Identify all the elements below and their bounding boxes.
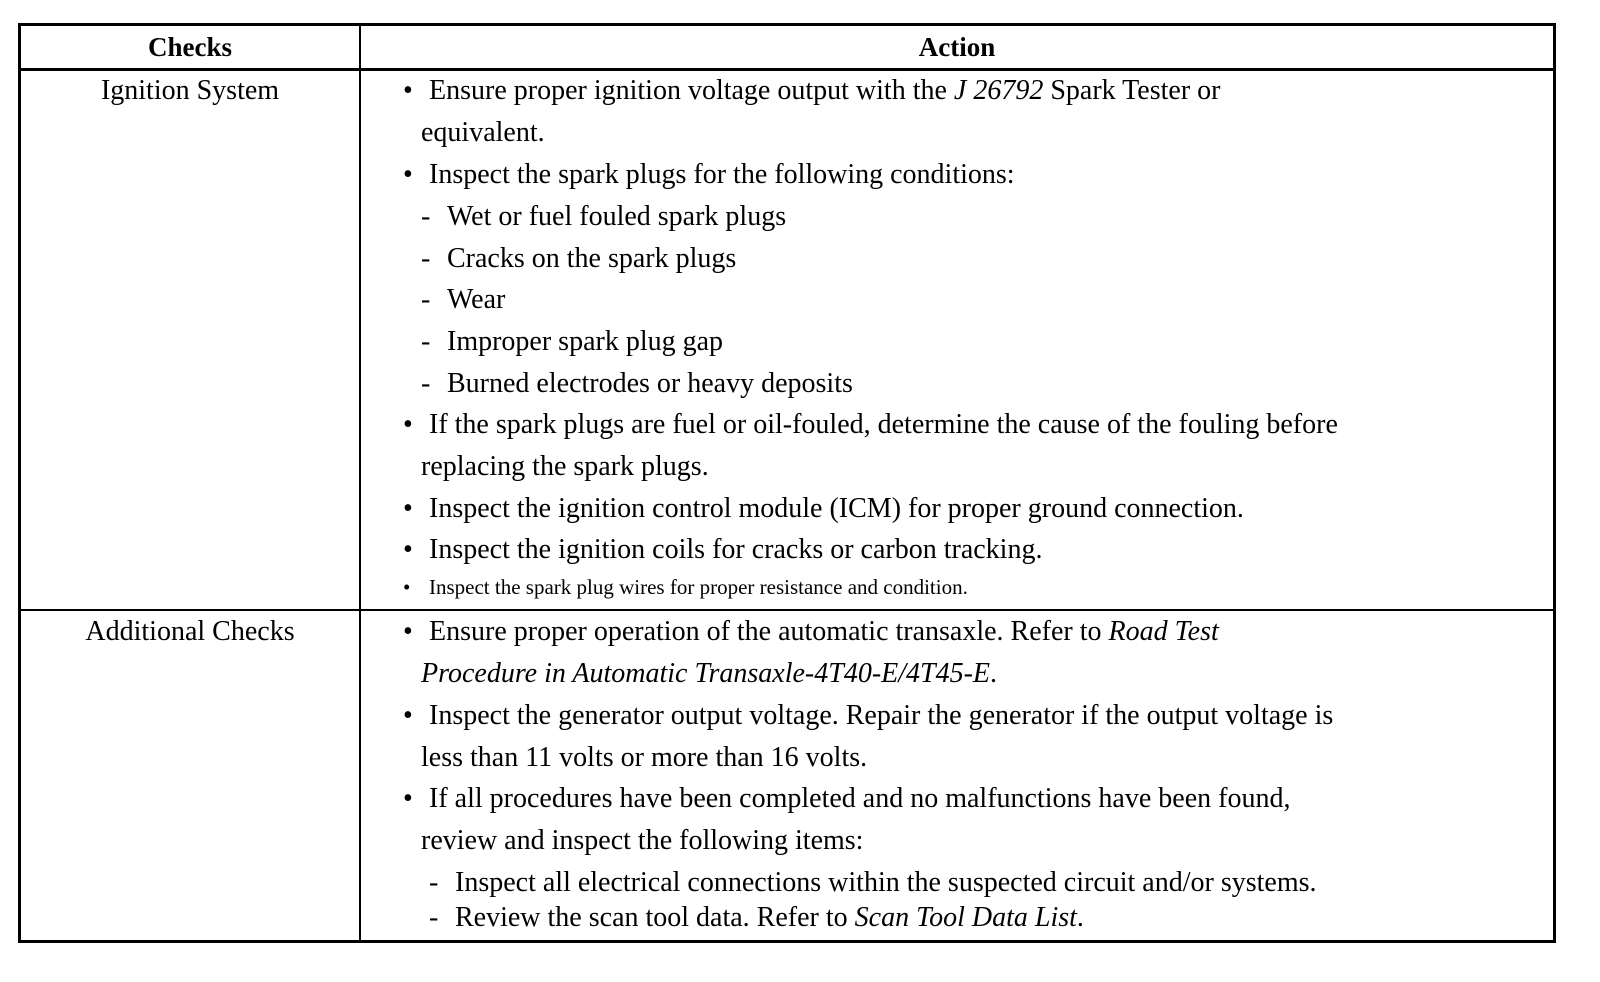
dash-icon: -	[421, 201, 431, 232]
list-item: • If the spark plugs are fuel or oil-fouled, determine the cause of the fouling before	[403, 404, 1338, 445]
dash-icon: -	[429, 902, 439, 933]
bullet-icon: •	[403, 575, 411, 599]
list-item: • Ensure proper ignition voltage output with the J 26792 Spark Tester or	[403, 70, 1221, 111]
procedure-reference: Procedure in Automatic Transaxle-4T40-E/4T45-E	[421, 658, 991, 689]
list-item-continuation: equivalent.	[421, 117, 545, 148]
list-item: • If all procedures have been completed and no malfunctions have been found,	[403, 778, 1290, 819]
bullet-icon: •	[403, 700, 413, 731]
check-additional-checks: Additional Checks	[85, 616, 295, 647]
bullet-icon: •	[403, 75, 413, 106]
sub-list-item: - Review the scan tool data. Refer to Scan Tool Data List.	[429, 897, 1084, 938]
data-list-reference: Scan Tool Data List	[854, 902, 1077, 933]
list-item-continuation: less than 11 volts or more than 16 volts.	[421, 742, 868, 773]
list-item: • Inspect the ignition coils for cracks or carbon tracking.	[403, 529, 1042, 570]
list-item: • Inspect the generator output voltage. Repair the generator if the output voltage is	[403, 695, 1333, 736]
list-item-continuation: Procedure in Automatic Transaxle-4T40-E/4T45-E.	[421, 658, 998, 689]
column-divider	[359, 26, 361, 940]
header-checks: Checks	[147, 32, 232, 62]
bullet-icon: •	[403, 493, 413, 524]
sub-list-item: - Improper spark plug gap	[421, 321, 723, 362]
list-item-continuation: replacing the spark plugs.	[421, 451, 709, 482]
list-item: • Inspect the spark plugs for the following conditions:	[403, 154, 1015, 195]
procedure-reference: Road Test	[1108, 616, 1219, 647]
checks-action-table	[18, 23, 1556, 943]
dash-icon: -	[421, 243, 431, 274]
dash-icon: -	[421, 368, 431, 399]
sub-list-item: - Wear	[421, 279, 505, 320]
list-item: • Inspect the ignition control module (ICM) for proper ground connection.	[403, 488, 1244, 529]
list-item: • Inspect the spark plug wires for proper resistance and condition.	[403, 569, 968, 605]
sub-list-item: - Wet or fuel fouled spark plugs	[421, 196, 786, 237]
bullet-icon: •	[403, 159, 413, 190]
sub-list-item: - Inspect all electrical connections within the suspected circuit and/or systems.	[429, 862, 1317, 903]
header-action: Action	[918, 32, 996, 62]
bullet-icon: •	[403, 616, 413, 647]
dash-icon: -	[421, 326, 431, 357]
bullet-icon: •	[403, 783, 413, 814]
dash-icon: -	[429, 867, 439, 898]
dash-icon: -	[421, 284, 431, 315]
check-ignition-system: Ignition System	[100, 75, 280, 106]
list-item: • Ensure proper operation of the automatic transaxle. Refer to Road Test	[403, 611, 1219, 652]
bullet-icon: •	[403, 534, 413, 565]
bullet-icon: •	[403, 409, 413, 440]
tool-reference: J 26792	[953, 75, 1044, 106]
sub-list-item: - Burned electrodes or heavy deposits	[421, 363, 853, 404]
list-item-continuation: review and inspect the following items:	[421, 825, 864, 856]
sub-list-item: - Cracks on the spark plugs	[421, 238, 736, 279]
